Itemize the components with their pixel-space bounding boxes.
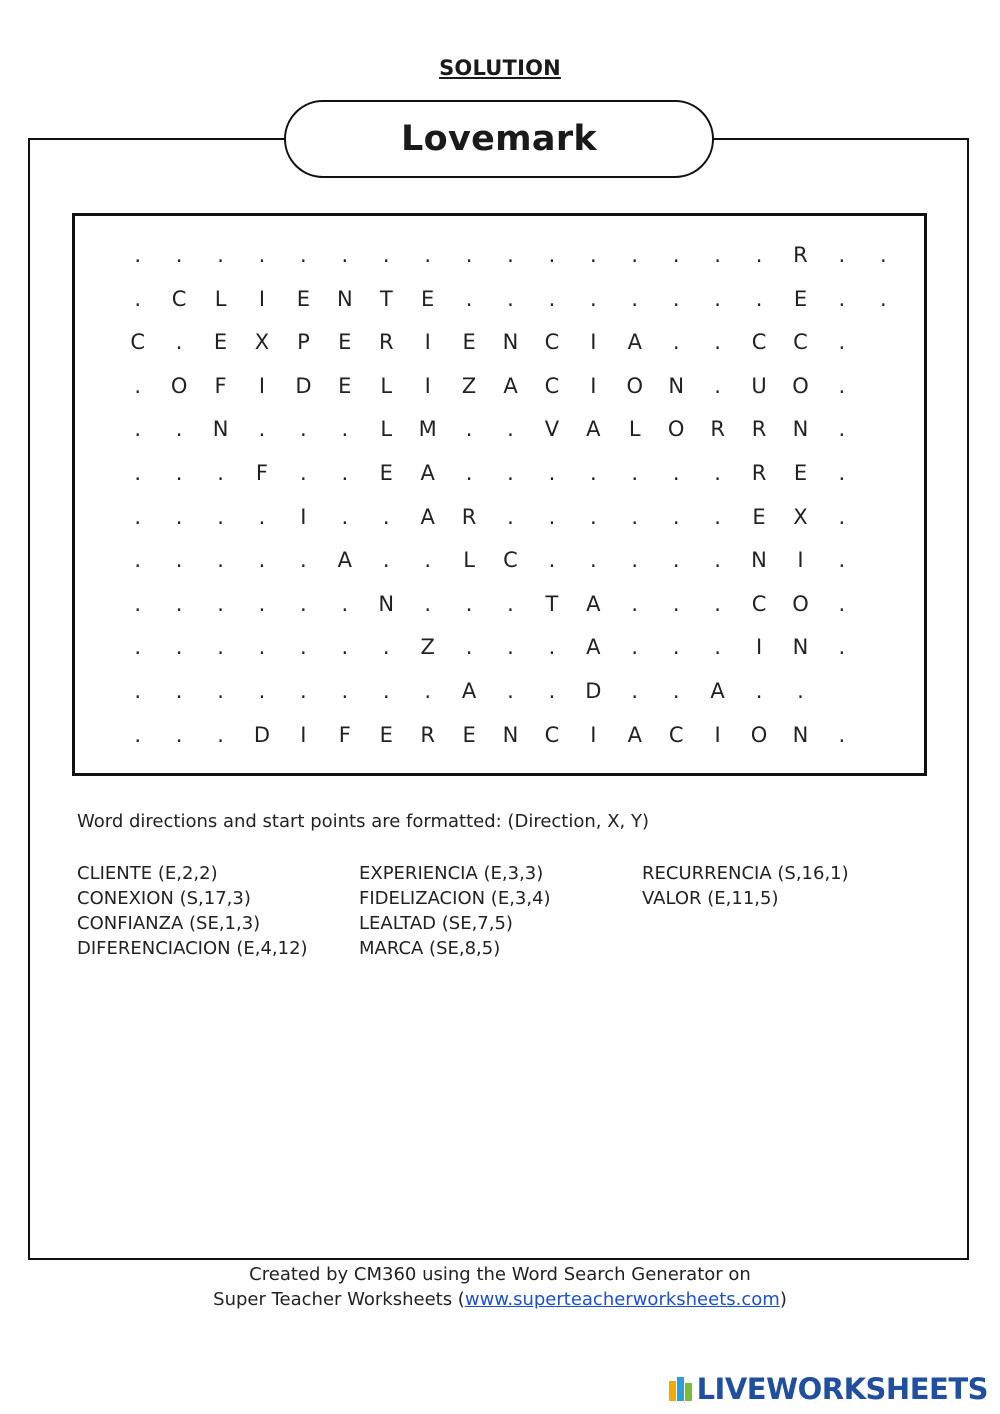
grid-row [117,720,904,750]
grid-cell: . [507,504,514,529]
grid-cell: C [171,286,187,311]
grid-cell: . [134,373,142,398]
grid-cell: . [300,461,307,485]
grid-cell: . [134,591,142,616]
grid-cell: . [507,635,514,660]
grid-cell: . [672,243,680,267]
grid-cell: R [420,722,435,747]
grid-cell: I [797,548,804,573]
grid-cell: . [382,635,390,660]
grid-cell: . [838,461,846,485]
superteacher-link[interactable]: www.superteacherworksheets.com [464,1289,780,1310]
grid-cell [821,676,862,706]
grid-cell: . [714,373,721,398]
grid-cell: . [465,417,473,442]
grid-cell: . [175,679,183,703]
grid-cell: E [338,330,352,355]
grid-cell: . [879,286,887,311]
grid-cell: L [628,417,641,442]
grid-cell: . [755,679,763,703]
grid-cell: . [341,591,349,616]
grid-cell [863,545,904,575]
grid-cell: A [710,679,725,703]
grid-row [117,371,904,401]
grid-cell: E [421,286,435,311]
grid-cell: I [590,722,597,747]
grid-cell: . [507,243,514,267]
grid-cell: T [379,286,393,311]
grid-cell: . [631,679,639,703]
grid-cell: . [134,548,142,573]
grid-row [117,545,904,575]
grid-cell [863,502,904,532]
grid-cell: . [590,461,597,485]
grid-cell: . [382,548,390,573]
grid-cell: N [502,330,519,355]
grid-cell: . [134,417,142,442]
grid-cell: . [258,679,266,703]
grid-cell [863,632,904,662]
grid-cell: F [255,461,269,485]
grid-cell: . [507,461,514,485]
grid-cell: . [175,548,183,573]
grid-cell: I [590,330,597,355]
grid-row [117,327,904,357]
grid-cell: E [462,330,476,355]
grid-cell: D [253,722,271,747]
grid-row [117,240,904,270]
grid-cell: . [590,243,597,267]
grid-cell: U [751,373,767,398]
grid-cell: O [792,591,809,616]
word-list-column-3 [642,861,849,911]
grid-cell: . [465,286,473,311]
grid-cell: A [420,461,435,485]
grid-cell: . [672,548,680,573]
grid-cell: C [544,373,560,398]
grid-cell: E [793,461,808,485]
grid-cell: . [590,504,597,529]
grid-cell: . [424,591,431,616]
grid-cell: . [714,548,721,573]
grid-cell: . [838,548,846,573]
grid-cell: A [503,373,518,398]
grid-cell: X [254,330,270,355]
grid-cell: R [793,243,808,267]
grid-cell: . [300,243,307,267]
grid-cell: . [217,679,224,703]
grid-cell: D [295,373,312,398]
grid-cell: M [418,417,437,442]
grid-cell: . [631,635,639,660]
grid-cell: . [631,548,639,573]
grid-cell: E [752,504,766,529]
grid-cell: . [175,635,183,660]
grid-cell: . [631,243,639,267]
grid-cell [863,720,904,750]
grid-row [117,458,904,488]
grid-cell: E [379,461,393,485]
grid-cell: C [668,722,684,747]
grid-cell: . [714,504,721,529]
grid-cell: I [714,722,721,747]
grid-cell [863,371,904,401]
grid-cell: . [258,635,266,660]
grid-cell: . [134,635,142,660]
grid-cell: L [380,373,393,398]
grid-cell: . [797,679,804,703]
grid-row [117,284,904,314]
grid-cell: . [341,635,349,660]
grid-cell: I [258,286,266,311]
grid-cell: Z [461,373,477,398]
grid-cell: . [548,286,556,311]
grid-cell: O [792,373,809,398]
worksheet-title: Lovemark [401,119,597,159]
grid-cell: . [300,591,307,616]
grid-cell: . [714,461,721,485]
word-entry: FIDELIZACION (E,3,4) [359,888,551,909]
grid-cell: . [258,504,266,529]
grid-cell: F [338,722,351,747]
grid-cell: . [548,461,556,485]
grid-cell [863,327,904,357]
word-entry: CONEXION (S,17,3) [77,888,251,909]
word-entry: DIFERENCIACION (E,4,12) [77,938,308,959]
grid-cell: . [175,330,183,355]
grid-cell: . [341,243,349,267]
grid-cell: N [378,591,395,616]
credit-line-1: Created by CM360 using the Word Search Generator on [249,1264,751,1285]
grid-cell: . [424,548,431,573]
grid-cell: . [217,504,224,529]
grid-cell: . [507,591,514,616]
grid-cell: O [626,373,644,398]
grid-cell: N [668,373,685,398]
grid-cell: . [838,373,846,398]
grid-cell: . [548,243,556,267]
grid-cell: . [838,417,846,442]
grid-cell: F [214,373,227,398]
grid-cell: . [258,591,266,616]
grid-cell: . [341,504,349,529]
liveworksheets-logo-icon [669,1377,693,1401]
grid-cell: O [667,417,685,442]
grid-cell: . [714,286,721,311]
liveworksheets-logo-text: LIVEWORKSHEETS [696,1372,988,1406]
grid-cell: . [382,243,390,267]
grid-cell: E [296,286,311,311]
grid-cell: . [548,679,556,703]
grid-cell: R [710,417,725,442]
grid-cell: . [465,461,473,485]
grid-cell: . [548,548,556,573]
grid-cell: A [461,679,477,703]
grid-cell: T [545,591,559,616]
grid-cell: E [338,373,352,398]
grid-cell: A [337,548,352,573]
grid-cell: . [217,591,224,616]
grid-cell: C [544,330,560,355]
grid-cell: . [631,286,639,311]
grid-cell: N [751,548,767,573]
grid-cell: . [341,679,349,703]
grid-row [117,589,904,619]
grid-cell: D [585,679,602,703]
grid-cell: . [300,679,307,703]
grid-cell: . [714,635,721,660]
word-entry: RECURRENCIA (S,16,1) [642,863,849,884]
grid-cell: X [793,504,808,529]
grid-cell: . [838,330,846,355]
grid-cell: . [672,330,680,355]
grid-cell: . [631,461,639,485]
grid-cell: . [755,243,763,267]
grid-cell: . [507,417,514,442]
grid-cell: I [755,635,763,660]
liveworksheets-logo[interactable] [669,1372,988,1406]
grid-cell: A [627,330,642,355]
grid-cell: A [627,722,642,747]
grid-cell: . [175,722,183,747]
grid-cell: . [424,679,431,703]
grid-cell [863,414,904,444]
grid-row [117,632,904,662]
grid-cell: . [134,722,142,747]
credit-line-2 [0,1289,1000,1310]
grid-cell: . [507,286,514,311]
grid-cell: I [424,373,431,398]
grid-cell: . [258,417,266,442]
word-entry: CONFIANZA (SE,1,3) [77,913,261,934]
grid-cell: . [838,722,846,747]
grid-cell: C [751,330,767,355]
grid-cell: . [465,591,473,616]
grid-cell: . [838,243,846,267]
grid-cell: N [212,417,229,442]
grid-cell: . [548,504,556,529]
grid-cell: A [586,417,601,442]
grid-cell: V [544,417,560,442]
grid-cell: . [175,417,183,442]
grid-cell: N [502,722,519,747]
grid-cell: . [134,243,142,267]
grid-cell [863,676,904,706]
grid-cell: E [213,330,228,355]
grid-cell: N [792,635,809,660]
credit-suffix: ) [779,1289,787,1310]
grid-cell: C [130,330,146,355]
grid-cell: L [380,417,393,442]
grid-cell: . [714,243,721,267]
grid-cell: . [258,548,266,573]
grid-cell: C [751,591,767,616]
grid-cell: Z [420,635,435,660]
grid-cell: . [134,286,142,311]
grid-cell: . [134,504,142,529]
grid-cell: R [378,330,394,355]
grid-cell: R [751,417,767,442]
grid-cell: A [420,504,435,529]
grid-cell: . [175,504,183,529]
grid-cell: . [590,286,597,311]
word-entry: MARCA (SE,8,5) [359,938,501,959]
instructions: Word directions and start points are formatted: (Direction, X, Y) [77,811,650,832]
grid-cell: R [461,504,477,529]
grid-cell: . [590,548,597,573]
grid-row [117,414,904,444]
grid-cell: . [382,679,390,703]
grid-cell: . [258,243,266,267]
word-entry: LEALTAD (SE,7,5) [359,913,513,934]
grid-cell: N [792,722,809,747]
grid-cell: . [672,635,680,660]
grid-cell: . [465,635,473,660]
grid-cell: E [462,722,476,747]
grid-row [117,676,904,706]
grid-cell: N [792,417,809,442]
grid-cell: . [838,286,846,311]
grid-cell: . [672,286,680,311]
grid-cell: . [217,243,224,267]
grid-cell: . [175,591,183,616]
grid-cell: E [379,722,393,747]
grid-cell: P [297,330,310,355]
grid-cell: . [341,417,349,442]
grid-cell: C [793,330,808,355]
grid-cell: L [463,548,475,573]
word-entry: EXPERIENCIA (E,3,3) [359,863,544,884]
word-entry: CLIENTE (E,2,2) [77,863,218,884]
grid-cell: . [217,722,224,747]
grid-cell: I [424,330,431,355]
grid-cell: . [631,504,639,529]
grid-cell: . [714,330,721,355]
grid-cell: . [465,243,473,267]
word-list-column-1 [77,861,308,961]
grid-cell: A [586,591,601,616]
grid-cell: R [751,461,767,485]
grid-cell: . [838,504,846,529]
grid-cell: . [714,591,721,616]
grid-cell: . [672,591,680,616]
grid-cell: . [300,635,307,660]
grid-cell: . [175,461,183,485]
word-list-column-2 [359,861,551,961]
grid-cell: E [793,286,808,311]
grid-cell: . [424,243,431,267]
grid-cell: . [548,635,556,660]
grid-cell: . [134,679,142,703]
grid-cell [863,589,904,619]
grid-cell: . [755,286,763,311]
grid-cell [863,458,904,488]
title-banner [284,100,714,178]
word-entry: VALOR (E,11,5) [642,888,779,909]
grid-cell: I [300,504,307,529]
grid-cell: O [750,722,768,747]
grid-cell: . [134,461,142,485]
grid-cell: . [382,504,390,529]
grid-cell: . [838,635,846,660]
grid-cell: . [217,635,224,660]
grid-cell: N [336,286,353,311]
grid-cell: . [300,548,307,573]
grid-cell: . [879,243,887,267]
grid-cell: . [838,591,846,616]
grid-cell: L [214,286,227,311]
grid-cell: . [672,504,680,529]
credit-prefix: Super Teacher Worksheets ( [213,1289,465,1310]
grid-cell: . [507,679,514,703]
grid-cell: . [672,461,680,485]
grid-cell: . [175,243,183,267]
grid-cell: C [544,722,560,747]
grid-cell: . [217,548,224,573]
grid-cell: . [300,417,307,442]
grid-row [117,502,904,532]
grid-cell: I [258,373,266,398]
grid-cell: . [672,679,680,703]
grid-cell: C [503,548,518,573]
grid-cell: . [341,461,349,485]
grid-cell: I [590,373,597,398]
solution-heading: SOLUTION [439,56,561,80]
grid-cell: A [586,635,601,660]
grid-cell: . [217,461,224,485]
grid-cell: . [631,591,639,616]
grid-cell: I [300,722,307,747]
grid-cell: O [170,373,188,398]
